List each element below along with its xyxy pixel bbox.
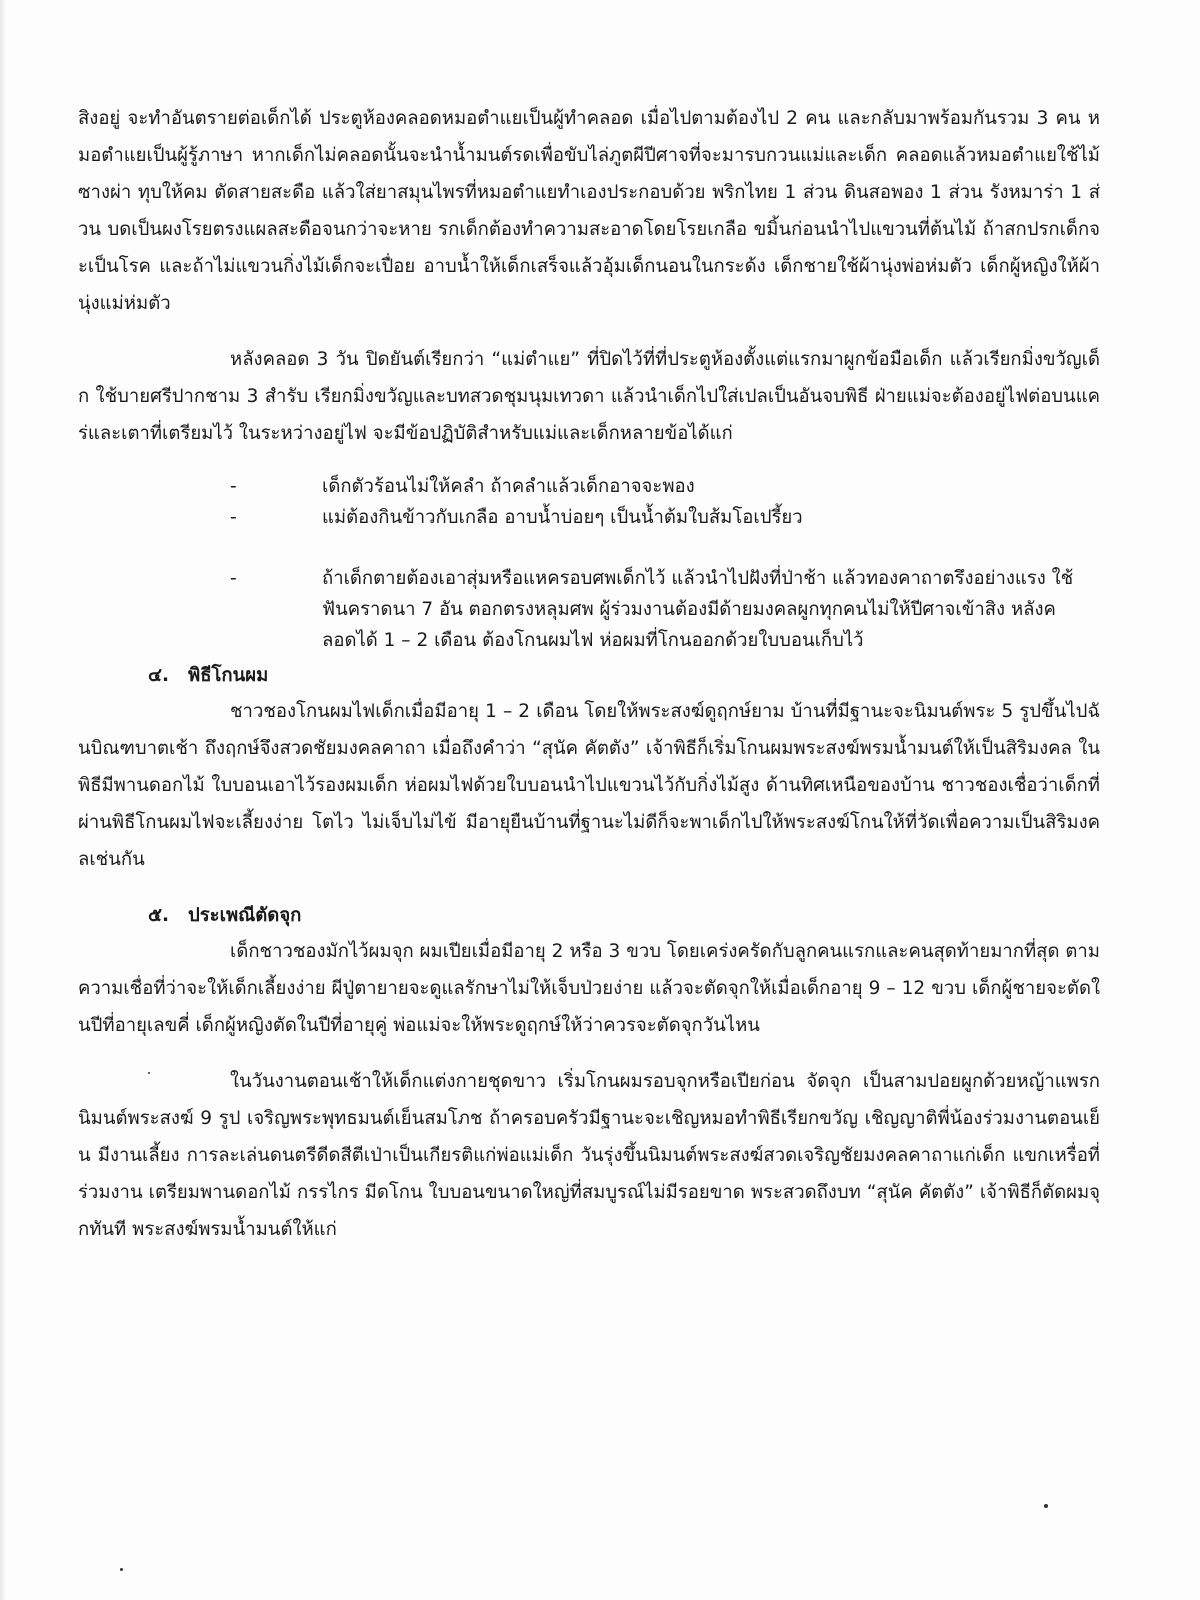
paragraph-after-birth: หลังคลอด 3 วัน ปิดยันต์เรียกว่า “แม่ตำแย” ที่ปิดไว้ที่ที่ประตูห้องตั้งแต่แรกมาผูกข้อมือเด็ก แล้วเรียกมิ่งขวัญเด็ก ใช้บายศรีปากชาม 3 สำรับ เรียกมิ่งขวัญและบทสวดชุมนุมเทวดา แล้วนำเด็กไปใส่เปลเป็นอันจบพิธี ฝ่ายแม่จะต้องอยู่ไฟต่อบนแคร่และเตาที่เตรียมไว้ ในระหว่างอยู่ไฟ จะมีข้อปฏิบัติสำหรับแม่และเด็กหลายข้อได้แก่ bbox=[78, 349, 1100, 444]
list-item-text: เด็กตัวร้อนไม่ให้คลำ ถ้าคลำแล้วเด็กอาจจะพอง bbox=[322, 476, 695, 497]
list-item-text: แม่ต้องกินข้าวกับเกลือ อาบน้ำบ่อยๆ เป็นน้ำต้มใบส้มโอเปรี้ยว bbox=[322, 507, 803, 528]
list-item bbox=[78, 563, 1100, 656]
section-5-number: ๕. bbox=[148, 905, 170, 926]
paragraph-topknot-belief: เด็กชาวชองมักไว้ผมจุก ผมเปียเมื่อมีอายุ 2 หรือ 3 ขวบ โดยเคร่งครัดกับลูกคนแรกและคนสุดท้ายมากที่สุด ตามความเชื่อที่ว่าจะให้เด็กเลี้ยงง่าย ผีปู่ตายายจะดูแลรักษาไม่ให้เจ็บป่วยง่าย แล้วจะตัดจุกให้เมื่อเด็กอายุ 9 – 12 ขวบ เด็กผู้ชายจะตัดในปีที่อายุเลขคี่ เด็กผู้หญิงตัดในปีที่อายุคู่ พ่อแม่จะให้พระดูฤกษ์ให้ว่าควรจะตัดจุกวันไหน bbox=[78, 941, 1100, 1036]
paragraph-hair-shaving: ชาวชองโกนผมไฟเด็กเมื่อมีอายุ 1 – 2 เดือน โดยให้พระสงฆ์ดูฤกษ์ยาม บ้านที่มีฐานะจะนิมนต์พระ 5 รูปขึ้นไปฉันบิณฑบาตเช้า ถึงฤกษ์จึงสวดชัยมงคลคาถา เมื่อถึงคำว่า “สุนัค คัตตัง” เจ้าพิธีก็เริ่มโกนผมพระสงฆ์พรมน้ำมนต์ให้เป็นสิริมงคล ในพิธีมีพานดอกไม้ ใบบอนเอาไว้รองผมเด็ก ห่อผมไฟด้วยใบบอนนำไปแขวนไว้กับกิ่งไม้สูง ด้านทิศเหนือของบ้าน ชาวชองเชื่อว่าเด็กที่ผ่านพิธีโกนผมไฟจะเลี้ยงง่าย โตไว ไม่เจ็บไม่ไข้ มีอายุยืนบ้านที่ฐานะไม่ดีก็จะพาเด็กไปให้พระสงฆ์โกนให้ที่วัดเพื่อความเป็นสิริมงคลเช่นกัน bbox=[78, 701, 1100, 870]
paragraph-topknot-ceremony: ในวันงานตอนเช้าให้เด็กแต่งกายชุดขาว เริ่มโกนผมรอบจุกหรือเปียก่อน จัดจุก เป็นสามปอยผูกด้วยหญ้าแพรก นิมนต์พระสงฆ์ 9 รูป เจริญพระพุทธมนต์เย็นสมโภช ถ้าครอบครัวมีฐานะจะเชิญหมอทำพิธีเรียกขวัญ เชิญญาติพี่น้องร่วมงานตอนเย็น มีงานเลี้ยง การละเล่นดนตรีดีดสีตีเป่าเป็นเกียรติแก่พ่อแม่เด็ก วันรุ่งขึ้นนิมนต์พระสงฆ์สวดเจริญชัยมงคลคาถาแก่เด็ก แขกเหรื่อที่ร่วมงาน เตรียมพานดอกไม้ กรรไกร มีดโกน ใบบอนขนาดใหญ่ที่สมบูรณ์ไม่มีรอยขาด พระสวดถึงบท “สุนัค คัตตัง” เจ้าพิธีก็ตัดผมจุกทันที พระสงฆ์พรมน้ำมนต์ให้แก่ bbox=[78, 1071, 1100, 1240]
list-item-text: ถ้าเด็กตายต้องเอาสุ่มหรือแหครอบศพเด็กไว้ แล้วนำไปฝังที่ป่าช้า แล้วทองคาถาตรึงอย่างแรง ใช้ฟันคราดนา 7 อัน ตอกตรงหลุมศพ ผู้ร่วมงานต้องมีด้ายมงคลผูกทุกคนไม่ให้ปีศาจเข้าสิง หลังคลอดได้ 1 – 2 เดือน ต้องโกนผมไฟ ห่อผมที่โกนออกด้วยใบบอนเก็บไว้ bbox=[322, 568, 1074, 651]
section-5-title: ประเพณีตัดจุก bbox=[188, 905, 302, 926]
bullet-dash: - bbox=[230, 476, 237, 497]
list-item bbox=[78, 502, 1100, 533]
section-4-number: ๔. bbox=[148, 665, 170, 686]
section-5-heading bbox=[78, 898, 1100, 933]
section-4-title: พิธีโกนผม bbox=[188, 665, 269, 686]
scan-edge-shadow bbox=[0, 0, 6, 1600]
paragraph-birth-rites: สิงอยู่ จะทำอันตรายต่อเด็กได้ ประตูห้องคลอดหมอตำแยเป็นผู้ทำคลอด เมื่อไปตามต้องไป 2 คน และกลับมาพร้อมกันรวม 3 คน หมอตำแยเป็นผู้รู้ภาษา หากเด็กไม่คลอดนั้นจะนำน้ำมนต์รดเพื่อขับไล่ภูตผีปีศาจที่จะมารบกวนแม่และเด็ก คลอดแล้วหมอตำแยใช้ไม้ซางผ่า ทุบให้คม ตัดสายสะดือ แล้วใส่ยาสมุนไพรที่หมอตำแยทำเองประกอบด้วย พริกไทย 1 ส่วน ดินสอพอง 1 ส่วน รังหมาร่า 1 ส่วน บดเป็นผงโรยตรงแผลสะดือจนกว่าจะหาย รกเด็กต้องทำความสะอาดโดยโรยเกลือ ขมิ้นก่อนนำไปแขวนที่ต้นไม้ ถ้าสกปรกเด็กจะเป็นโรค และถ้าไม่แขวนกิ่งไม้เด็กจะเปื่อย อาบน้ำให้เด็กเสร็จแล้วอุ้มเด็กนอนในกระด้ง เด็กชายใช้ผ้านุ่งพ่อห่มตัว เด็กผู้หญิงให้ผ้านุ่งแม่ห่มตัว bbox=[78, 108, 1100, 314]
bullet-dash: - bbox=[230, 507, 237, 528]
confinement-rules-list bbox=[78, 471, 1100, 656]
document-body bbox=[78, 100, 1100, 1248]
bullet-dash: - bbox=[230, 568, 237, 589]
list-item bbox=[78, 471, 1100, 502]
scan-speck bbox=[120, 1568, 123, 1571]
section-4-heading bbox=[78, 658, 1100, 693]
scan-speck bbox=[148, 1072, 150, 1074]
scan-speck bbox=[1044, 1504, 1048, 1508]
